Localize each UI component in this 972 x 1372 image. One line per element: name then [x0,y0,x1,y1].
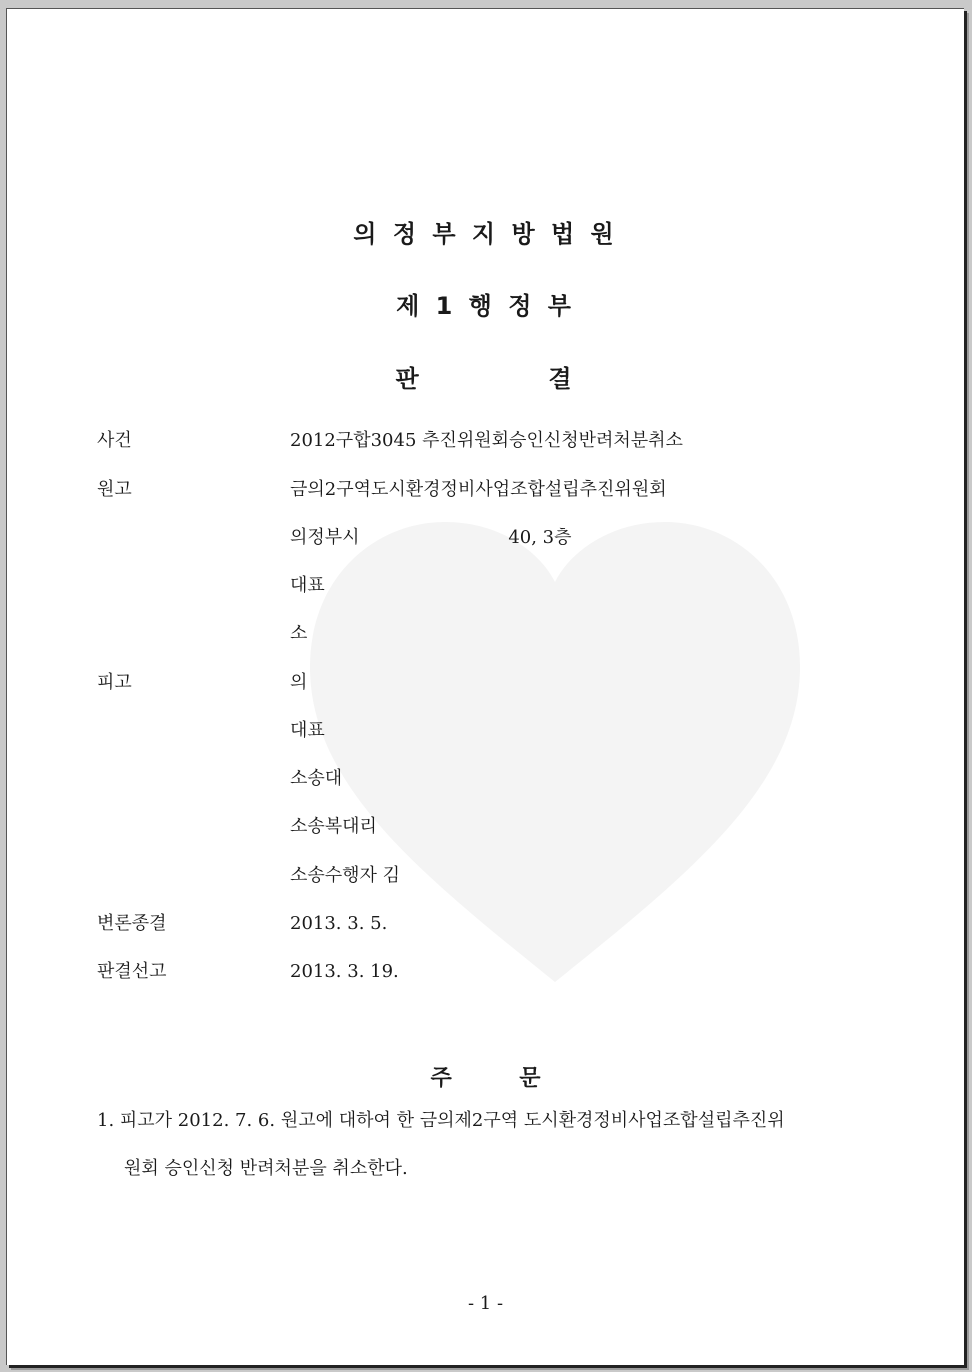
plaintiff-counsel: 소 [290,623,308,644]
defendant-label: 피고 [97,672,132,693]
document-type: 판 결 [395,365,576,393]
defendant-representative: 대표 [290,720,325,741]
case-value: 2012구합3045 추진위원회승인신청반려처분취소 [290,430,683,451]
page-number: - 1 - [467,1293,504,1314]
hearing-closed-label: 변론종결 [97,913,167,934]
judgment-date-label: 판결선고 [97,961,167,982]
plaintiff-representative: 대표 [290,575,325,596]
document-page [6,8,964,1365]
hearing-closed-date: 2013. 3. 5. [290,913,388,934]
order-line-2: 원회 승인신청 반려처분을 취소한다. [124,1158,408,1179]
case-label: 사건 [97,430,132,451]
defendant-value: 의 [290,672,308,693]
order-line-1: 1. 피고가 2012. 7. 6. 원고에 대하여 한 금의제2구역 도시환경정비사업조합설립추진위 [97,1110,785,1131]
order-heading: 주 문 [430,1066,541,1091]
defendant-counsel: 소송대 [290,768,343,789]
judgment-date: 2013. 3. 19. [290,961,399,982]
plaintiff-address: 의정부시 40, 3층 [290,527,572,548]
division-name: 제 1 행 정 부 [396,292,575,320]
court-name: 의 정 부 지 방 법 원 [353,220,618,248]
plaintiff-value: 금의2구역도시환경정비사업조합설립추진위원회 [290,479,667,500]
defendant-sub-counsel: 소송복대리 [290,816,377,837]
plaintiff-label: 원고 [97,479,132,500]
defendant-agent: 소송수행자 김 [290,865,401,886]
